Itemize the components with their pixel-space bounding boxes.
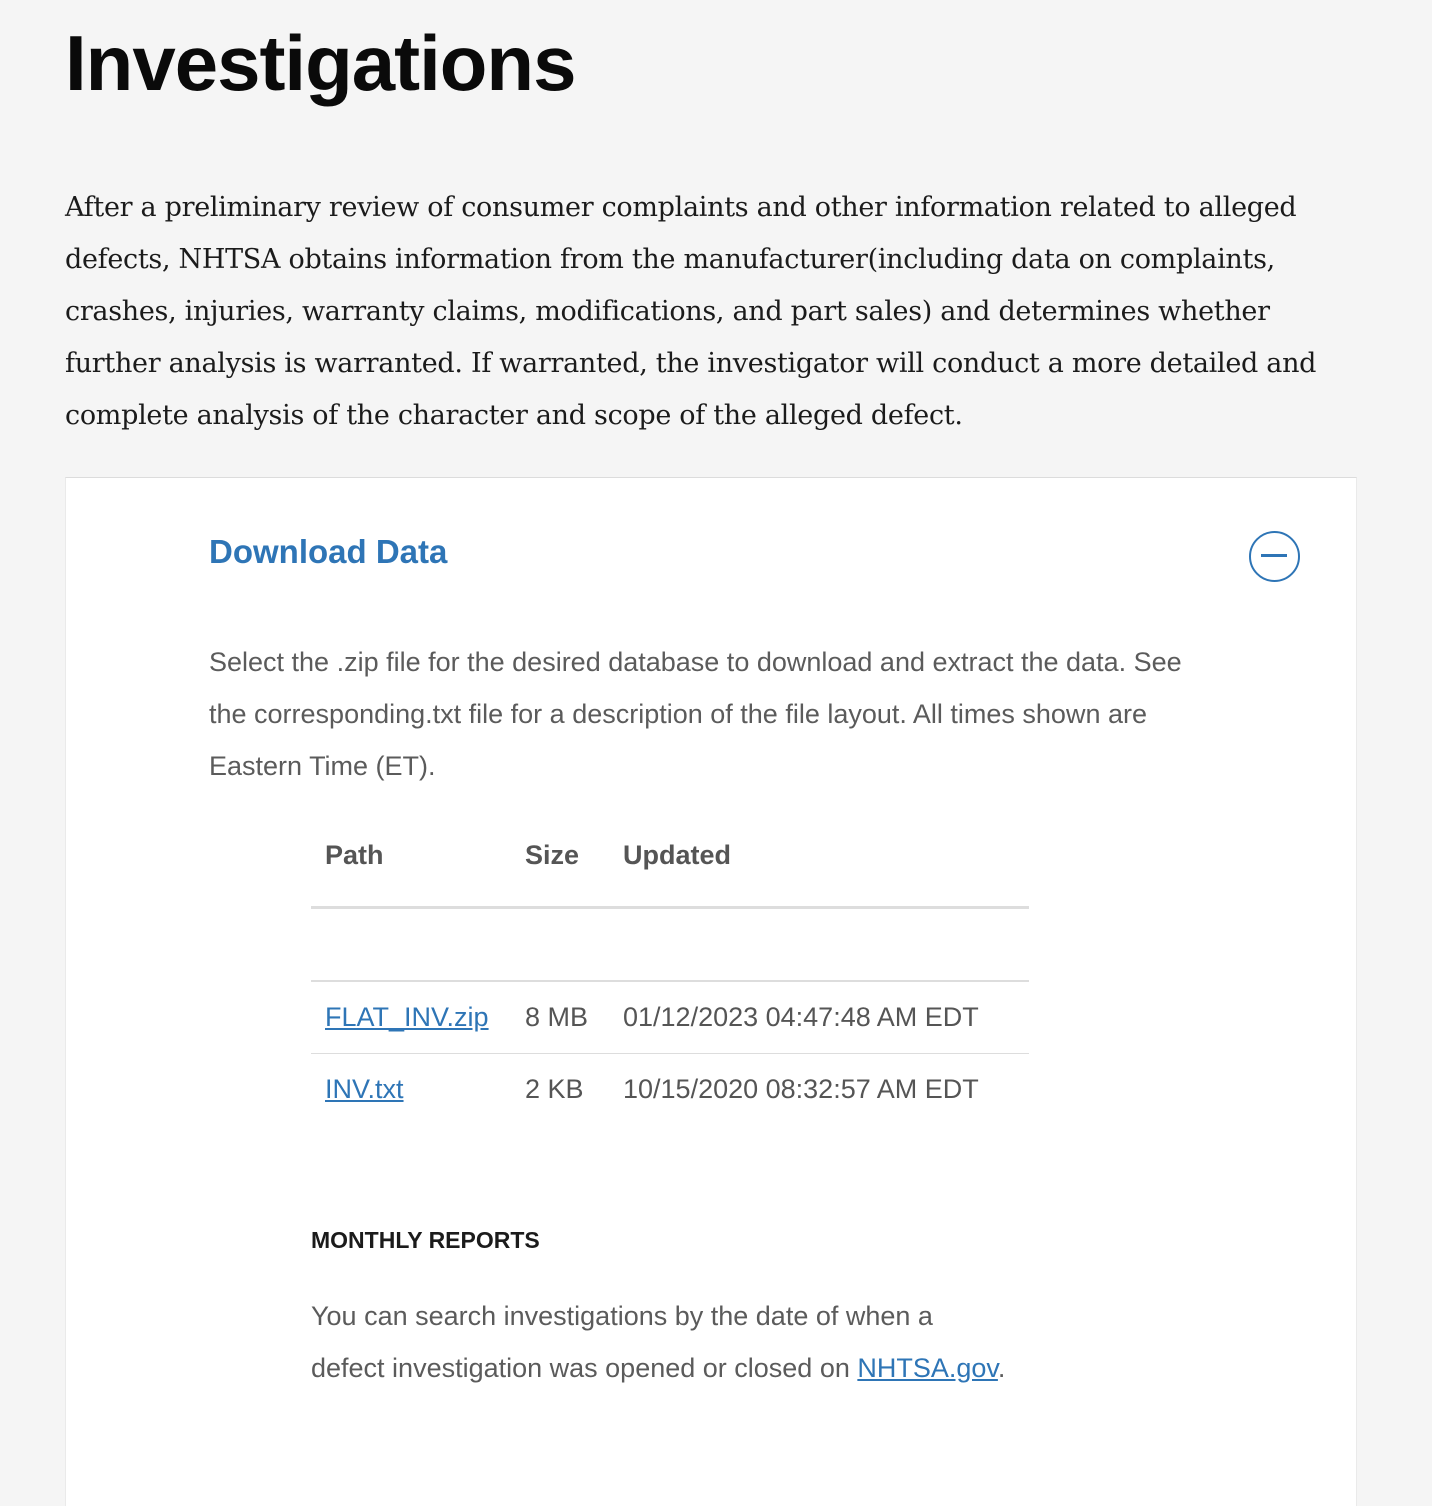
download-data-panel <box>65 477 1357 1506</box>
download-data-title[interactable]: Download Data <box>209 533 448 570</box>
updated-cell: 01/12/2023 04:47:48 AM EDT <box>609 981 1029 1054</box>
column-header-updated: Updated <box>609 832 1029 908</box>
collapse-button[interactable] <box>1249 531 1300 582</box>
monthly-reports-heading: MONTHLY REPORTS <box>311 1227 540 1253</box>
download-description: Select the .zip file for the desired database to download and extract the data. See the corresponding.txt file for a description of the file layout. All times shown are Eastern Time (ET). <box>209 647 1182 781</box>
size-cell: 8 MB <box>511 981 609 1054</box>
monthly-reports-description <box>311 1290 1011 1394</box>
table-spacer-row <box>311 908 1029 982</box>
table-row <box>311 981 1029 1054</box>
file-link-flat-inv-zip[interactable]: FLAT_INV.zip <box>325 1002 489 1032</box>
column-header-path: Path <box>311 832 511 908</box>
updated-cell: 10/15/2020 08:32:57 AM EDT <box>623 1074 979 1104</box>
download-table <box>311 832 1029 1125</box>
table-row <box>311 1054 1029 1126</box>
table-header-row <box>311 832 1029 908</box>
column-header-size: Size <box>511 832 609 908</box>
page-title: Investigations <box>65 19 576 107</box>
size-cell: 2 KB <box>525 1074 584 1104</box>
minus-circle-icon <box>1261 554 1287 557</box>
path-cell <box>311 981 511 1054</box>
intro-paragraph: After a preliminary review of consumer complaints and other information related to alleged defects, NHTSA obtains information from the manufacturer(including data on complaints, crashes, injuries, warranty claims, modifications, and part sales) and determines whether further analysis is warranted. If warranted, the investigator will conduct a more detailed and complete analysis of the character and scope of the alleged defect. <box>65 192 1317 431</box>
nhtsa-gov-link[interactable]: NHTSA.gov <box>857 1353 998 1383</box>
monthly-text-after-link: . <box>997 1353 1006 1383</box>
monthly-text-before-link: You can search investigations by the date of when a defect investigation was opened or closed on <box>311 1301 933 1383</box>
path-cell <box>311 1054 511 1126</box>
file-link-inv-txt[interactable]: INV.txt <box>325 1074 404 1104</box>
table-spacer-cell <box>311 908 1029 982</box>
